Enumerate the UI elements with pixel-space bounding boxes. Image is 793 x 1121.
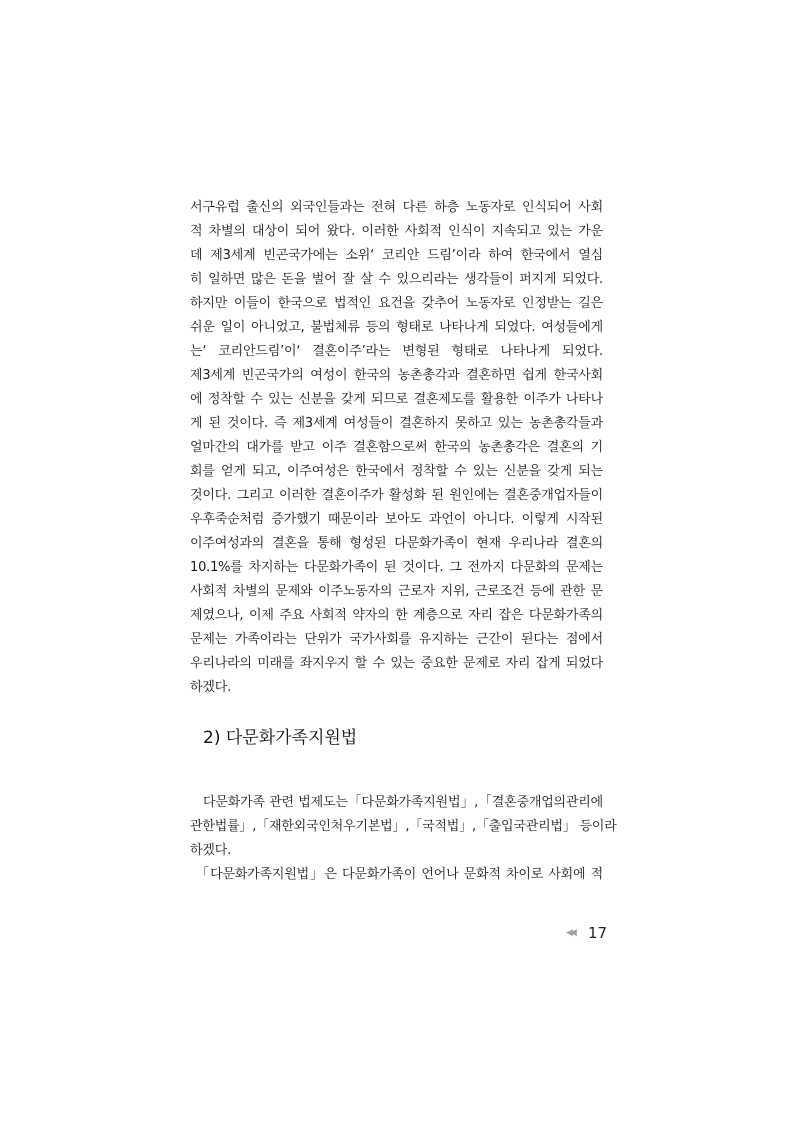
double-arrow-left-icon: ◀◀ bbox=[566, 928, 574, 938]
text-line: 적 차별의 대상이 되어 왔다. 이러한 사회적 인식이 지속되고 있는 가운 bbox=[190, 224, 603, 239]
page-footer bbox=[562, 922, 606, 944]
text-line: 이주여성과의 결혼을 통해 형성된 다문화가족이 현재 우리나라 결혼의 bbox=[190, 536, 603, 551]
text-line: 관한법률」,「재한외국인처우기본법」,「국적법」,「출입국관리법」 등이라 bbox=[190, 819, 617, 834]
text-line: 것이다. 그리고 이러한 결혼이주가 활성화 된 원인에는 결혼중개업자들이 bbox=[190, 488, 603, 503]
text-line: 제3세계 빈곤국가의 여성이 한국의 농촌총각과 결혼하면 쉽게 한국사회 bbox=[190, 368, 603, 383]
page-number: 17 bbox=[588, 924, 608, 942]
text-line: 서구유럽 출신의 외국인들과는 전혀 다른 하층 노동자로 인식되어 사회 bbox=[190, 200, 603, 215]
text-line: 쉬운 일이 아니었고, 불법체류 등의 형태로 나타나게 되었다. 여성들에게 bbox=[190, 320, 603, 335]
text-line: 문제는 가족이라는 단위가 국가사회를 유지하는 근간이 된다는 점에서 bbox=[190, 632, 603, 647]
text-line: 사회적 차별의 문제와 이주노동자의 근로자 지위, 근로조건 등에 관한 문 bbox=[190, 584, 603, 599]
text-line: 히 일하면 많은 돈을 벌어 잘 살 수 있으리라는 생각들이 퍼지게 되었다. bbox=[190, 272, 603, 287]
text-line: 회를 얻게 되고, 이주여성은 한국에서 정착할 수 있는 신분을 갖게 되는 bbox=[190, 464, 603, 479]
text-line: 「다문화가족지원법」은 다문화가족이 언어나 문화적 차이로 사회에 적 bbox=[196, 867, 603, 882]
text-line: 우후죽순처럼 증가했기 때문이라 보아도 과언이 아니다. 이렇게 시작된 bbox=[190, 512, 603, 527]
text-line: 하겠다. bbox=[190, 680, 232, 695]
text-line: 얼마간의 대가를 받고 이주 결혼함으로써 한국의 농촌총각은 결혼의 기 bbox=[190, 440, 603, 455]
text-line: 우리나라의 미래를 좌지우지 할 수 있는 중요한 문제로 자리 잡게 되었다 bbox=[190, 656, 603, 671]
text-line: 게 된 것이다. 즉 제3세계 여성들이 결혼하지 못하고 있는 농촌총각들과 bbox=[190, 416, 603, 431]
text-line: 하겠다. bbox=[190, 843, 232, 858]
text-line: 에 정착할 수 있는 신분을 갖게 되므로 결혼제도를 활용한 이주가 나타나 bbox=[190, 392, 603, 407]
text-line: 하지만 이들이 한국으로 법적인 요건을 갖추어 노동자로 인정받는 길은 bbox=[190, 296, 603, 311]
section-heading: 2) 다문화가족지원법 bbox=[203, 728, 358, 748]
text-line: 데 제3세계 빈곤국가에는 소위‘ 코리안 드림’이라 하여 한국에서 열심 bbox=[190, 248, 603, 263]
text-line: 10.1%를 차지하는 다문화가족이 된 것이다. 그 전까지 다문화의 문제는 bbox=[190, 560, 603, 575]
text-line: 제였으나, 이제 주요 사회적 약자의 한 계층으로 자리 잡은 다문화가족의 bbox=[190, 608, 603, 623]
text-line: 는‘ 코리안드림’이‘ 결혼이주’라는 변형된 형태로 나타나게 되었다. bbox=[190, 344, 603, 359]
text-line: 다문화가족 관련 법제도는「다문화가족지원법」,「결혼중개업의관리에 bbox=[203, 795, 603, 810]
